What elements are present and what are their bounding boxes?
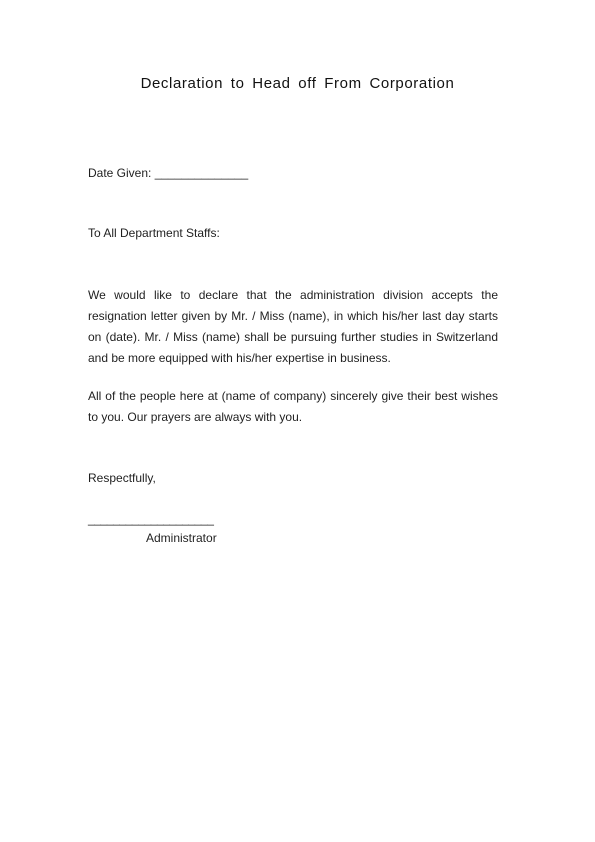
salutation: To All Department Staffs: bbox=[88, 226, 220, 240]
signature-line: ____________________ bbox=[88, 512, 214, 526]
body-paragraph-2: All of the people here at (name of company) sincerely give their best wishes to you. Our prayers are always with you. bbox=[88, 389, 498, 424]
signer-title: Administrator bbox=[146, 531, 217, 545]
closing: Respectfully, bbox=[88, 471, 156, 485]
date-given-line: Date Given: ______________ bbox=[88, 166, 249, 180]
document-title: Declaration to Head off From Corporation bbox=[140, 75, 455, 92]
body-paragraph-1: We would like to declare that the administration division accepts the resignation letter given by Mr. / Miss (name), in which his/her last day starts on (date). Mr. / Miss (name) shall be pursuing further studies in Switzerland and be more equipped with his/her expertise in business. bbox=[88, 288, 498, 365]
